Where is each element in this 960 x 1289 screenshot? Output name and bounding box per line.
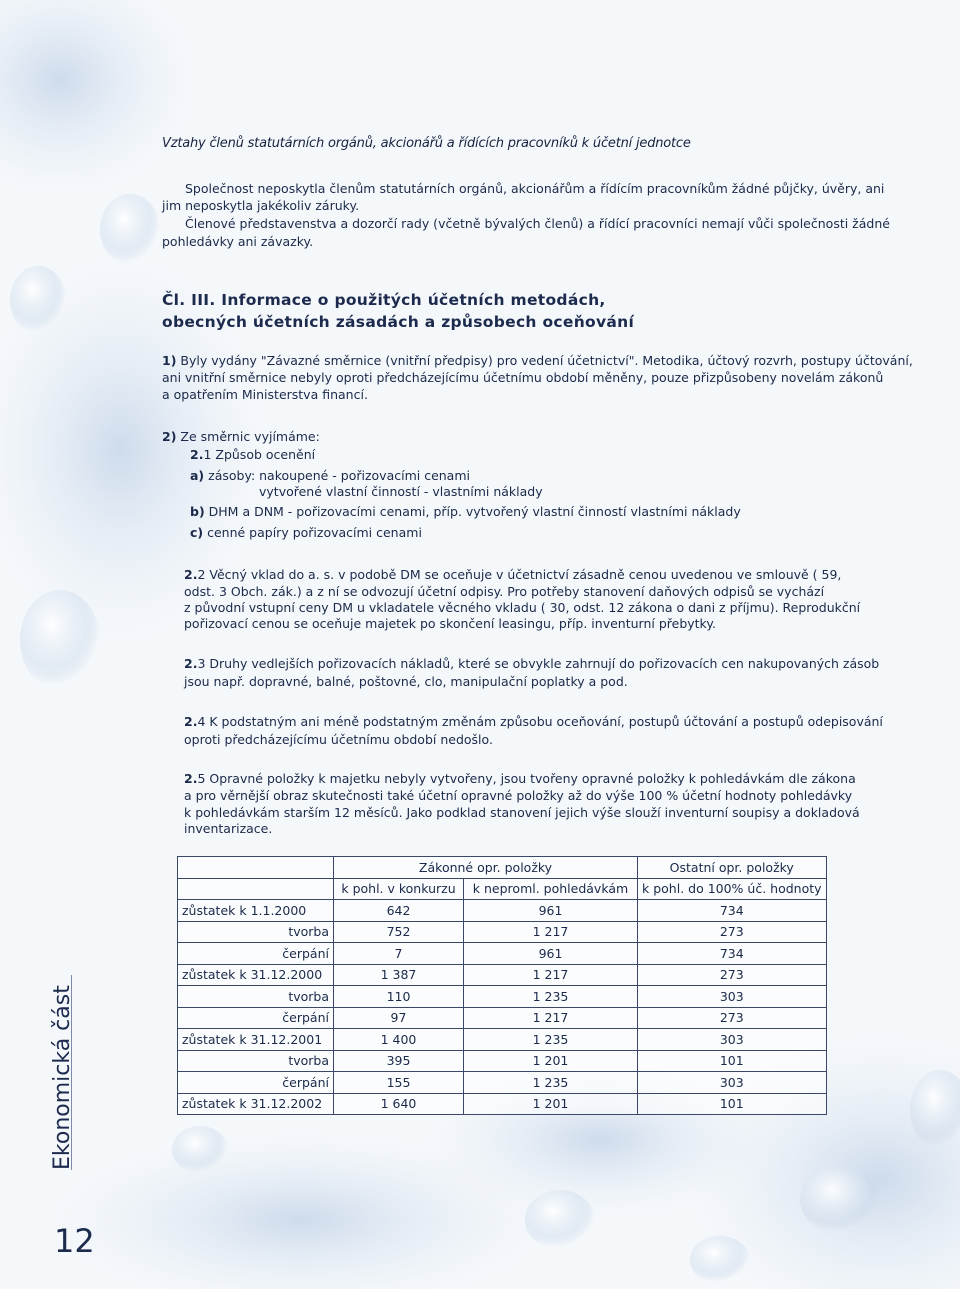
- subsection-2-1-text: Způsob ocenění: [215, 447, 316, 462]
- table-row-label: tvorba: [178, 921, 334, 943]
- item-c-number: c): [190, 525, 204, 540]
- item-c-text: cenné papíry pořizovacími cenami: [207, 525, 422, 540]
- table-row-label: zůstatek k 1.1.2000: [178, 900, 334, 922]
- table-cell: 101: [638, 1050, 827, 1072]
- table-row-label: tvorba: [178, 986, 334, 1008]
- subsection-2-2-text: Věcný vklad do a. s. v podobě DM se oceňuje v účetnictví zásadně cenou uvedenou ve smlouvě ( 59,: [209, 567, 842, 582]
- point-1-line-1: [162, 352, 913, 369]
- subsection-2-5-text: Opravné položky k majetku nebyly vytvořeny, jsou tvořeny opravné položky k pohledávkám dle zákona: [209, 771, 856, 786]
- table-cell: 1 217: [464, 1007, 638, 1029]
- table-row: [178, 964, 827, 986]
- table-cell: 961: [464, 900, 638, 922]
- item-b: [190, 503, 741, 520]
- table-row-label: tvorba: [178, 1050, 334, 1072]
- table-row-label: čerpání: [178, 1007, 334, 1029]
- subsection-2-4-number: 2.: [184, 714, 198, 729]
- subsection-2-4-line-1: [184, 713, 883, 730]
- table-cell: 155: [334, 1072, 464, 1094]
- table-row-label: zůstatek k 31.12.2002: [178, 1093, 334, 1115]
- table-column-header: k neproml. pohledávkám: [464, 878, 638, 900]
- item-a-number: a): [190, 468, 205, 483]
- table-cell: 642: [334, 900, 464, 922]
- table-cell: 1 400: [334, 1029, 464, 1051]
- table-cell: 1 640: [334, 1093, 464, 1115]
- table-row: [178, 943, 827, 965]
- table-cell: 395: [334, 1050, 464, 1072]
- item-a-line-2: vytvořené vlastní činností - vlastními náklady: [259, 484, 543, 499]
- point-1-number: 1): [162, 353, 177, 368]
- table-cell: 1 201: [464, 1093, 638, 1115]
- subsection-2-2-line-1: [184, 566, 841, 583]
- intro-paragraph-2-line-2: pohledávky ani závazky.: [162, 234, 314, 249]
- table-cell: 303: [638, 1072, 827, 1094]
- item-a-text: zásoby: nakoupené - pořizovacími cenami: [208, 468, 470, 483]
- table-cell: 1 217: [464, 921, 638, 943]
- table-column-header: k pohl. do 100% úč. hodnoty: [638, 878, 827, 900]
- point-2-text: Ze směrnic vyjímáme:: [180, 429, 320, 444]
- subsection-2-2-line-2: odst. 3 Obch. zák.) a z ní se odvozují účetní odpisy. Pro potřeby stanovení daňových odpisů se vychází: [184, 584, 825, 599]
- table-corner-cell: [178, 857, 334, 879]
- table-row: [178, 1093, 827, 1115]
- table-column-header-row: [178, 878, 827, 900]
- item-a-line-1: [190, 467, 470, 484]
- table-cell: 734: [638, 900, 827, 922]
- subsection-2-5-number: 2.: [184, 771, 198, 786]
- subsection-2-4-line-2: oproti předcházejícímu účetnímu období nedošlo.: [184, 732, 493, 747]
- table-cell: 273: [638, 921, 827, 943]
- item-c: [190, 524, 422, 541]
- table-row: [178, 921, 827, 943]
- table-cell: 101: [638, 1093, 827, 1115]
- subsection-2-5-line-3: k pohledávkám starším 12 měsíců. Jako podklad stanovení jejich výše slouží inventurní soupisy a dokladová: [184, 805, 860, 820]
- point-1-line-3: a opatřením Ministerstva financí.: [162, 387, 368, 402]
- table-cell: 1 235: [464, 1072, 638, 1094]
- subsection-2-1-subnumber: 1: [203, 447, 212, 462]
- subsection-2-5-line-4: inventarizace.: [184, 821, 273, 836]
- page-number: 12: [54, 1222, 95, 1260]
- table-group-header-row: [178, 857, 827, 879]
- point-2-number: 2): [162, 429, 177, 444]
- table-row-label: čerpání: [178, 943, 334, 965]
- table-cell: 1 387: [334, 964, 464, 986]
- sidebar-section-label: Ekonomická část: [50, 985, 75, 1170]
- table-cell: 752: [334, 921, 464, 943]
- subsection-2-2-line-4: pořizovací cenou se oceňuje majetek po skončení leasingu, příp. inventurní přebytky.: [184, 616, 716, 631]
- subsection-2-3-subnumber: 3: [197, 656, 206, 671]
- intro-paragraph-1-line-1: Společnost neposkytla členům statutárních orgánů, akcionářům a řídícím pracovníkům žádné půjčky, úvěry, ani: [185, 181, 885, 196]
- subsection-2-5-subnumber: 5: [197, 771, 206, 786]
- provisions-table: [177, 856, 827, 1115]
- subsection-2-1-number: 2.: [190, 447, 204, 462]
- table-cell: 273: [638, 964, 827, 986]
- subsection-2-2-number: 2.: [184, 567, 198, 582]
- table-corner-cell: [178, 878, 334, 900]
- table-group-header-other: Ostatní opr. položky: [638, 857, 827, 879]
- table-cell: 273: [638, 1007, 827, 1029]
- subsection-2-3-line-2: jsou např. dopravné, balné, poštovné, clo, manipulační poplatky a pod.: [184, 674, 628, 689]
- table-row: [178, 1072, 827, 1094]
- chapter-title-line-2: obecných účetních zásadách a způsobech oceňování: [162, 313, 635, 331]
- table-cell: 303: [638, 1029, 827, 1051]
- table-cell: 97: [334, 1007, 464, 1029]
- table-row-label: čerpání: [178, 1072, 334, 1094]
- table-cell: 1 217: [464, 964, 638, 986]
- table-cell: 961: [464, 943, 638, 965]
- table-group-header-statutory: Zákonné opr. položky: [334, 857, 638, 879]
- table-cell: 1 235: [464, 1029, 638, 1051]
- table-cell: 1 235: [464, 986, 638, 1008]
- table-row: [178, 1007, 827, 1029]
- item-b-text: DHM a DNM - pořizovacími cenami, příp. vytvořený vlastní činností vlastními náklady: [208, 504, 741, 519]
- table-row: [178, 1050, 827, 1072]
- chapter-title-line-1: Čl. III. Informace o použitých účetních metodách,: [162, 291, 606, 309]
- table-row: [178, 1029, 827, 1051]
- intro-paragraph-2-line-1: Členové představenstva a dozorčí rady (včetně bývalých členů) a řídící pracovníci nemají vůči společnosti žádné: [185, 216, 890, 231]
- subsection-2-1-heading: [190, 446, 315, 463]
- table-cell: 734: [638, 943, 827, 965]
- intro-paragraph-1-line-2: jim neposkytla jakékoliv záruky.: [162, 198, 360, 213]
- table-column-header: k pohl. v konkurzu: [334, 878, 464, 900]
- table-row: [178, 900, 827, 922]
- subsection-2-2-line-3: z původní vstupní ceny DM u vkladatele věcného vkladu ( 30, odst. 12 zákona o dani z příjmu). Reprodukční: [184, 600, 861, 615]
- table-cell: 1 201: [464, 1050, 638, 1072]
- table-row-label: zůstatek k 31.12.2001: [178, 1029, 334, 1051]
- table-row: [178, 986, 827, 1008]
- subsection-2-5-line-1: [184, 770, 856, 787]
- table-cell: 303: [638, 986, 827, 1008]
- point-2-heading: [162, 428, 320, 445]
- subsection-2-2-subnumber: 2: [197, 567, 206, 582]
- subsection-2-4-subnumber: 4: [197, 714, 206, 729]
- subsection-2-5-line-2: a pro věrnější obraz skutečnosti také účetní opravné položky až do výše 100 % účetní hodnoty pohledávky: [184, 788, 853, 803]
- table-row-label: zůstatek k 31.12.2000: [178, 964, 334, 986]
- point-1-line-2: ani vnitřní směrnice nebyly oproti předcházejícímu účetnímu období měněny, pouze přizpůsobeny novelám zákonů: [162, 370, 884, 385]
- subsection-2-3-text: Druhy vedlejších pořizovacích nákladů, které se obvykle zahrnují do pořizovacích cen nakupovaných zásob: [209, 656, 880, 671]
- subsection-2-3-line-1: [184, 655, 879, 672]
- section-heading: Vztahy členů statutárních orgánů, akcionářů a řídících pracovníků k účetní jednotce: [162, 136, 691, 151]
- chapter-title: [162, 289, 634, 333]
- subsection-2-4-text: K podstatným ani méně podstatným změnám způsobu oceňování, postupů účtování a postupů odepisování: [209, 714, 883, 729]
- table-cell: 7: [334, 943, 464, 965]
- point-1-text: Byly vydány "Závazné směrnice (vnitřní předpisy) pro vedení účetnictví". Metodika, účtový rozvrh, postupy účtování,: [180, 353, 913, 368]
- item-b-number: b): [190, 504, 205, 519]
- table-cell: 110: [334, 986, 464, 1008]
- subsection-2-3-number: 2.: [184, 656, 198, 671]
